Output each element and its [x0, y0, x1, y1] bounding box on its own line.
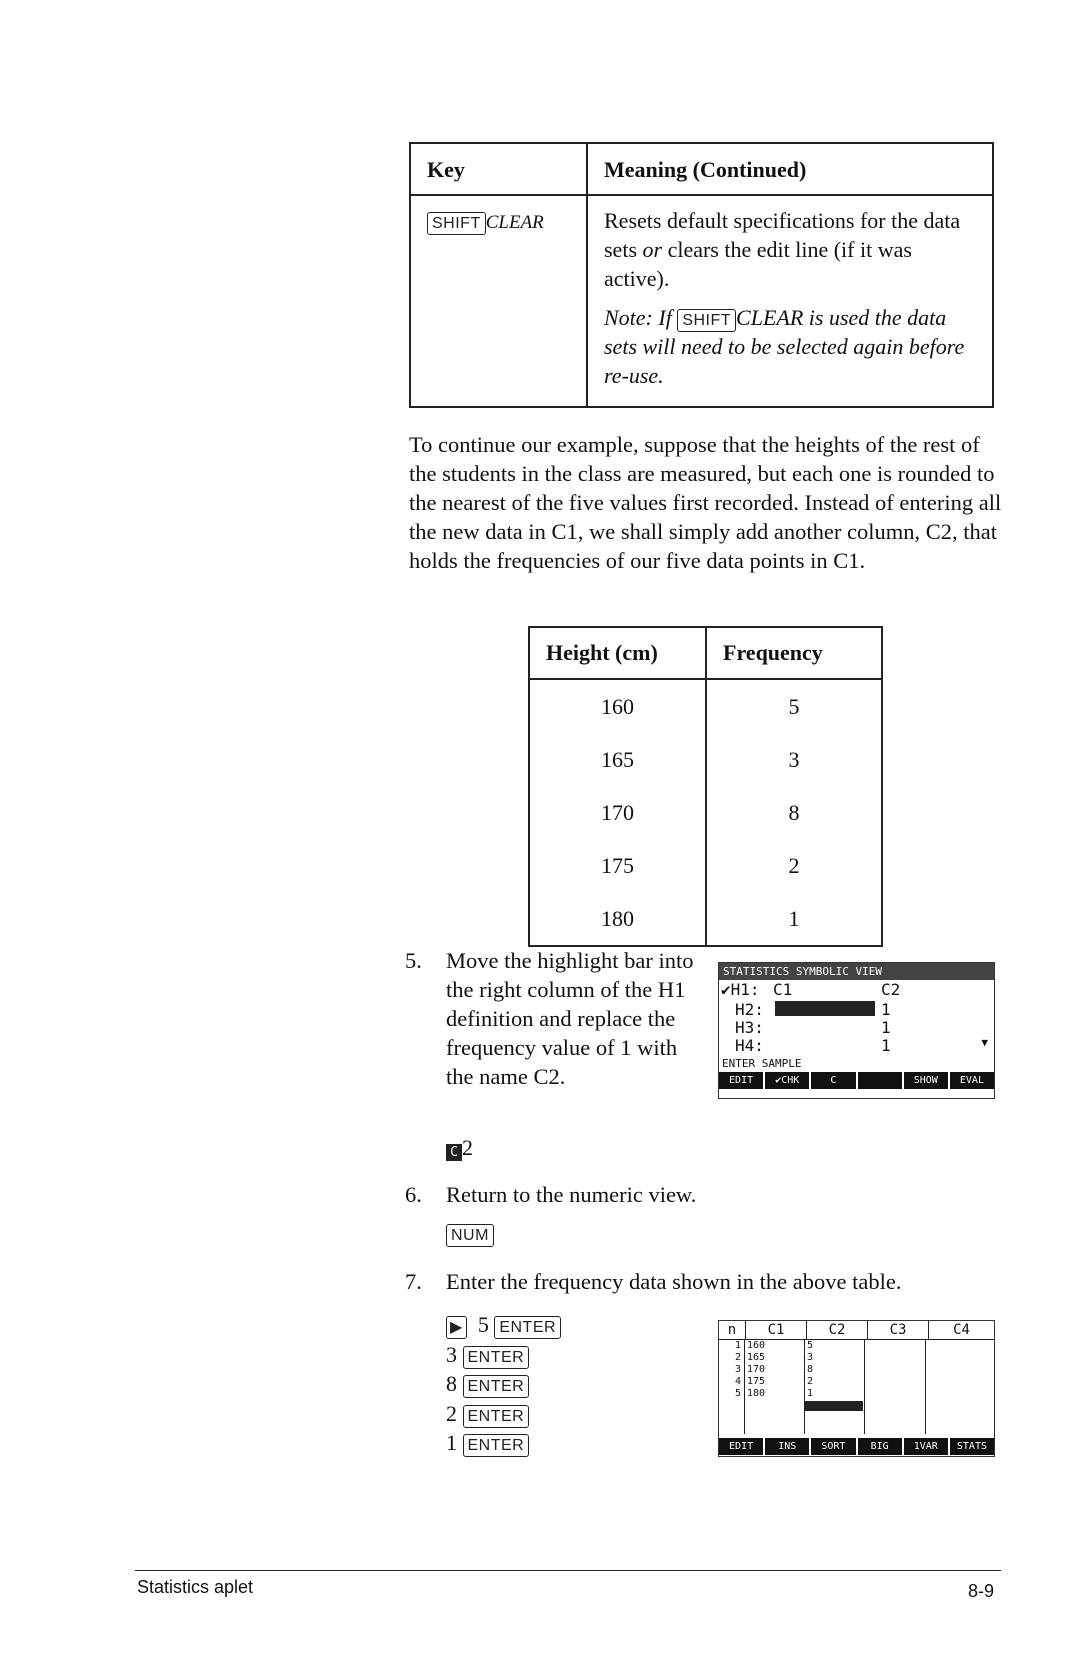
table-row: 160 5 — [529, 679, 882, 733]
c1-column: 160 165 170 175 180 — [745, 1340, 805, 1434]
col-c1-header: C1 — [746, 1321, 807, 1339]
page-number: 8-9 — [968, 1581, 995, 1601]
h4-row: H4: 1 ▼ — [735, 1036, 988, 1055]
menu-edit[interactable]: EDIT — [719, 1438, 763, 1455]
footer-rule — [135, 1570, 1001, 1571]
step-6-number: 6. — [405, 1182, 422, 1207]
menu-show[interactable]: SHOW — [904, 1072, 948, 1089]
meaning-text: Resets default specifications for the data sets or clears the edit line (if it was active). — [604, 208, 961, 291]
num-key: NUM — [446, 1224, 494, 1247]
note-shift-key: SHIFT — [677, 309, 736, 332]
intro-paragraph: To continue our example, suppose that the heights of the rest of the students in the class are measured, but each one is rounded to the nearest of the five values first recorded. Instead of entering all the new data in C1, we shall simply add another column, C2, that holds the frequencies of our five data points in C1. — [409, 432, 1002, 573]
note-text: Note: If SHIFT CLEAR is used the data sets will need to be selected again before re-use. — [604, 305, 965, 388]
enter-key: ENTER — [463, 1375, 530, 1398]
step-7-text: Enter the frequency data shown in the above table. — [446, 1269, 902, 1294]
height-header: Height (cm) — [529, 627, 706, 679]
frequency-table — [528, 626, 883, 947]
screen-status: ENTER SAMPLE — [722, 1057, 802, 1070]
c3-column — [865, 1340, 926, 1434]
menu-c[interactable]: C — [811, 1072, 855, 1089]
table-row: 175 2 — [529, 839, 882, 892]
footer-section-title: Statistics aplet — [137, 1577, 254, 1597]
key-line: 1 ENTER — [446, 1428, 561, 1458]
screen-menu — [719, 1438, 994, 1455]
c2-column: 5 3 8 2 1 — [805, 1340, 865, 1434]
highlight-bar — [775, 1001, 875, 1016]
step-5-keys: C 2 — [446, 1135, 473, 1161]
menu-1var[interactable]: 1VAR — [904, 1438, 948, 1455]
c4-column — [926, 1340, 994, 1434]
key-column-header: Key — [410, 143, 587, 195]
col-c3-header: C3 — [868, 1321, 929, 1339]
menu-big[interactable]: BIG — [858, 1438, 902, 1455]
col-n-header: n — [719, 1321, 746, 1339]
enter-key: ENTER — [463, 1405, 530, 1428]
screen-menu — [719, 1072, 994, 1089]
step-7-keys — [446, 1310, 561, 1458]
clear-key-text: CLEAR — [485, 212, 544, 233]
enter-key: ENTER — [463, 1434, 530, 1457]
key-cell — [410, 195, 587, 407]
step-7-number: 7. — [405, 1269, 422, 1294]
menu-edit[interactable]: EDIT — [719, 1072, 763, 1089]
menu-stats[interactable]: STATS — [950, 1438, 994, 1455]
key-line: 8 ENTER — [446, 1369, 561, 1399]
key-line: 2 ENTER — [446, 1399, 561, 1429]
table-row: 180 1 — [529, 892, 882, 946]
enter-key: ENTER — [494, 1316, 561, 1339]
screen-title: STATISTICS SYMBOLIC VIEW — [719, 963, 994, 980]
step-6-text: Return to the numeric view. — [446, 1182, 697, 1207]
col-c4-header: C4 — [953, 1322, 970, 1338]
numeric-view-screen — [718, 1320, 995, 1457]
key-meaning-table — [409, 142, 994, 408]
key-line: 3 ENTER — [446, 1340, 561, 1370]
c-key-icon: C — [446, 1144, 462, 1161]
h2-row: H2: 1 — [735, 1000, 891, 1019]
frequency-header: Frequency — [706, 627, 882, 679]
enter-key: ENTER — [463, 1346, 530, 1369]
step-5-number: 5. — [405, 948, 422, 973]
step-6-keys — [446, 1224, 494, 1247]
n-column: 1 2 3 4 5 — [719, 1340, 745, 1434]
menu-blank[interactable] — [858, 1072, 902, 1089]
column-headers — [719, 1321, 994, 1340]
right-arrow-key: ▶ — [446, 1316, 467, 1339]
h1-row: ✔H1: C1 C2 — [721, 980, 901, 999]
menu-sort[interactable]: SORT — [811, 1438, 855, 1455]
scroll-down-icon: ▼ — [981, 1036, 988, 1049]
menu-ins[interactable]: INS — [765, 1438, 809, 1455]
menu-eval[interactable]: EVAL — [950, 1072, 994, 1089]
meaning-cell — [587, 195, 993, 407]
table-row: 165 3 — [529, 733, 882, 786]
symbolic-view-screen — [718, 962, 995, 1099]
menu-chk[interactable]: ✔CHK — [765, 1072, 809, 1089]
h3-row: H3: 1 — [735, 1018, 891, 1037]
key-line: ▶ 5 ENTER — [446, 1310, 561, 1340]
data-grid — [719, 1340, 994, 1434]
step-5-text: Move the highlight bar into the right column of the H1 definition and replace the frequency value of 1 with the name C2. — [446, 948, 694, 1089]
shift-key: SHIFT — [427, 212, 486, 235]
cell-highlight — [805, 1401, 863, 1411]
table-row: 170 8 — [529, 786, 882, 839]
col-c2-header: C2 — [807, 1321, 868, 1339]
meaning-column-header: Meaning (Continued) — [587, 143, 993, 195]
